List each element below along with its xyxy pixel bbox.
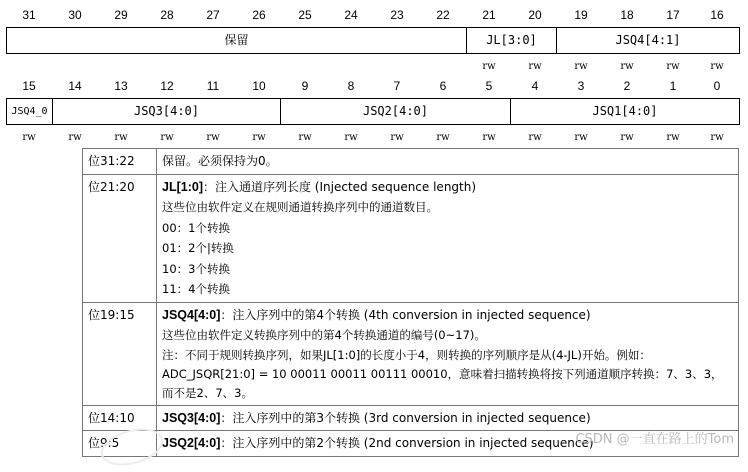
bit-number: 29 (114, 8, 128, 22)
table-row (83, 302, 739, 405)
bit-number: 17 (666, 8, 680, 22)
bit-number: 16 (710, 8, 724, 22)
upper-access-row (6, 61, 740, 73)
bit-number: 1 (669, 79, 677, 93)
bit-number: 12 (160, 79, 174, 93)
table-row (83, 174, 739, 302)
field-summary: ：注入序列中的第4个转换 (4th conversion in injected sequence) (220, 307, 591, 322)
field-jsq2: JSQ2[4:0] (281, 99, 511, 124)
description-line: 00：1个转换 (162, 220, 230, 235)
access-mode: rw (620, 132, 634, 143)
bit-number: 31 (22, 8, 36, 22)
bit-range: 位21:20 (83, 174, 157, 302)
lower-register-row (6, 98, 740, 125)
field-reserved: 保留 (7, 28, 467, 53)
bit-number: 3 (577, 79, 585, 93)
field-summary: ：注入通道序列长度 (Injected sequence length) (202, 179, 477, 194)
bit-description (157, 302, 739, 405)
access-mode: rw (528, 132, 542, 143)
bit-number: 5 (485, 79, 493, 93)
bit-number: 8 (347, 79, 355, 93)
bit-number: 14 (68, 79, 82, 93)
bit-number: 6 (439, 79, 447, 93)
bit-number: 2 (623, 79, 631, 93)
description-line: 01：2个|转换 (162, 241, 234, 255)
access-mode: rw (390, 132, 404, 143)
field-jsq1: JSQ1[4:0] (592, 104, 658, 118)
access-mode: rw (528, 61, 542, 72)
bit-number: 27 (206, 8, 220, 22)
bit-number: 18 (620, 8, 634, 22)
table-row (83, 405, 739, 431)
access-mode: rw (574, 132, 588, 143)
bit-number: 30 (68, 8, 82, 22)
bit-number: 19 (574, 8, 588, 22)
access-mode: rw (666, 132, 680, 143)
description-line: 10：3个转换 (162, 261, 230, 276)
bit-description (157, 149, 739, 175)
bit-number: 28 (160, 8, 174, 22)
lower-bit-numbers (6, 78, 740, 94)
bit-number: 4 (531, 79, 539, 93)
access-mode: rw (206, 132, 220, 143)
upper-register-row (6, 27, 740, 54)
access-mode: rw (666, 61, 680, 72)
description-text: 保留。必须保持为0。 (162, 154, 278, 168)
bit-description-table (82, 148, 739, 457)
field-summary: ：注入序列中的第3个转换 (3rd conversion in injected sequence) (220, 410, 591, 425)
access-mode: rw (68, 132, 82, 143)
field-name: JSQ2[4:0] (162, 436, 221, 450)
access-mode: rw (620, 61, 634, 72)
bit-range: 位31:22 (83, 149, 157, 175)
access-mode: rw (436, 132, 450, 143)
access-mode: rw (710, 61, 724, 72)
description-line: 这些位由软件定义在规则通道转换序列中的通道数目。 (162, 200, 438, 214)
bit-number: 21 (482, 8, 496, 22)
watermark-text: CSDN @一直在路上的Tom (575, 432, 734, 447)
bit-number: 9 (301, 79, 309, 93)
upper-bit-numbers (6, 7, 740, 23)
access-mode: rw (710, 132, 724, 143)
access-mode: rw (22, 132, 36, 143)
bit-number: 25 (298, 8, 312, 22)
bit-range: 位9:5 (83, 431, 157, 457)
access-mode: rw (344, 132, 358, 143)
description-line: 这些位由软件定义转换序列中的第4个转换通道的编号(0~17)。 (162, 328, 486, 342)
access-mode: rw (252, 132, 266, 143)
access-mode: rw (298, 132, 312, 143)
field-name: JSQ4[4:0] (162, 307, 221, 322)
bit-number: 22 (436, 8, 450, 22)
lower-access-row (6, 132, 740, 144)
field-jsq4-bit0: JSQ4_0 (7, 99, 53, 124)
bit-range: 位19:15 (83, 302, 157, 405)
table-row (83, 149, 739, 175)
field-jsq4-high: JSQ4[4:1] (615, 33, 681, 47)
bit-number: 24 (344, 8, 358, 22)
bit-number: 26 (252, 8, 266, 22)
access-mode: rw (114, 132, 128, 143)
bit-range: 位14:10 (83, 405, 157, 431)
field-jsq3: JSQ3[4:0] (53, 99, 281, 124)
bit-number: 13 (114, 79, 128, 93)
access-mode: rw (160, 132, 174, 143)
access-mode: rw (574, 61, 588, 72)
access-mode: rw (482, 132, 496, 143)
bit-number: 7 (393, 79, 401, 93)
access-mode: rw (482, 61, 496, 72)
field-name: JSQ3[4:0] (162, 410, 221, 425)
field-summary: ：注入序列中的第2个转换 (2nd conversion in injected sequence) (220, 436, 594, 450)
field-name: JL[1:0] (162, 179, 203, 194)
bit-number: 20 (528, 8, 542, 22)
bit-number: 11 (206, 79, 220, 93)
bit-number: 15 (22, 79, 36, 93)
description-note: 注：不同于规则转换序列，如果JL[1:0]的长度小于4，则转换的序列顺序是从(4-JL)开始。例如：ADC_JSQR[21:0] = 10 00011 00011 00111 00010，意味着扫描转换将按下列通道顺序转换：7、3、3，而不是2、7、3。 (162, 347, 723, 400)
bit-number: 23 (390, 8, 404, 22)
bit-description (157, 174, 739, 302)
bit-number: 0 (713, 79, 721, 93)
bit-number: 10 (252, 79, 266, 93)
field-jl: JL[3:0] (467, 28, 557, 53)
description-line: 11：4个转换 (162, 282, 230, 296)
bit-description (157, 405, 739, 431)
